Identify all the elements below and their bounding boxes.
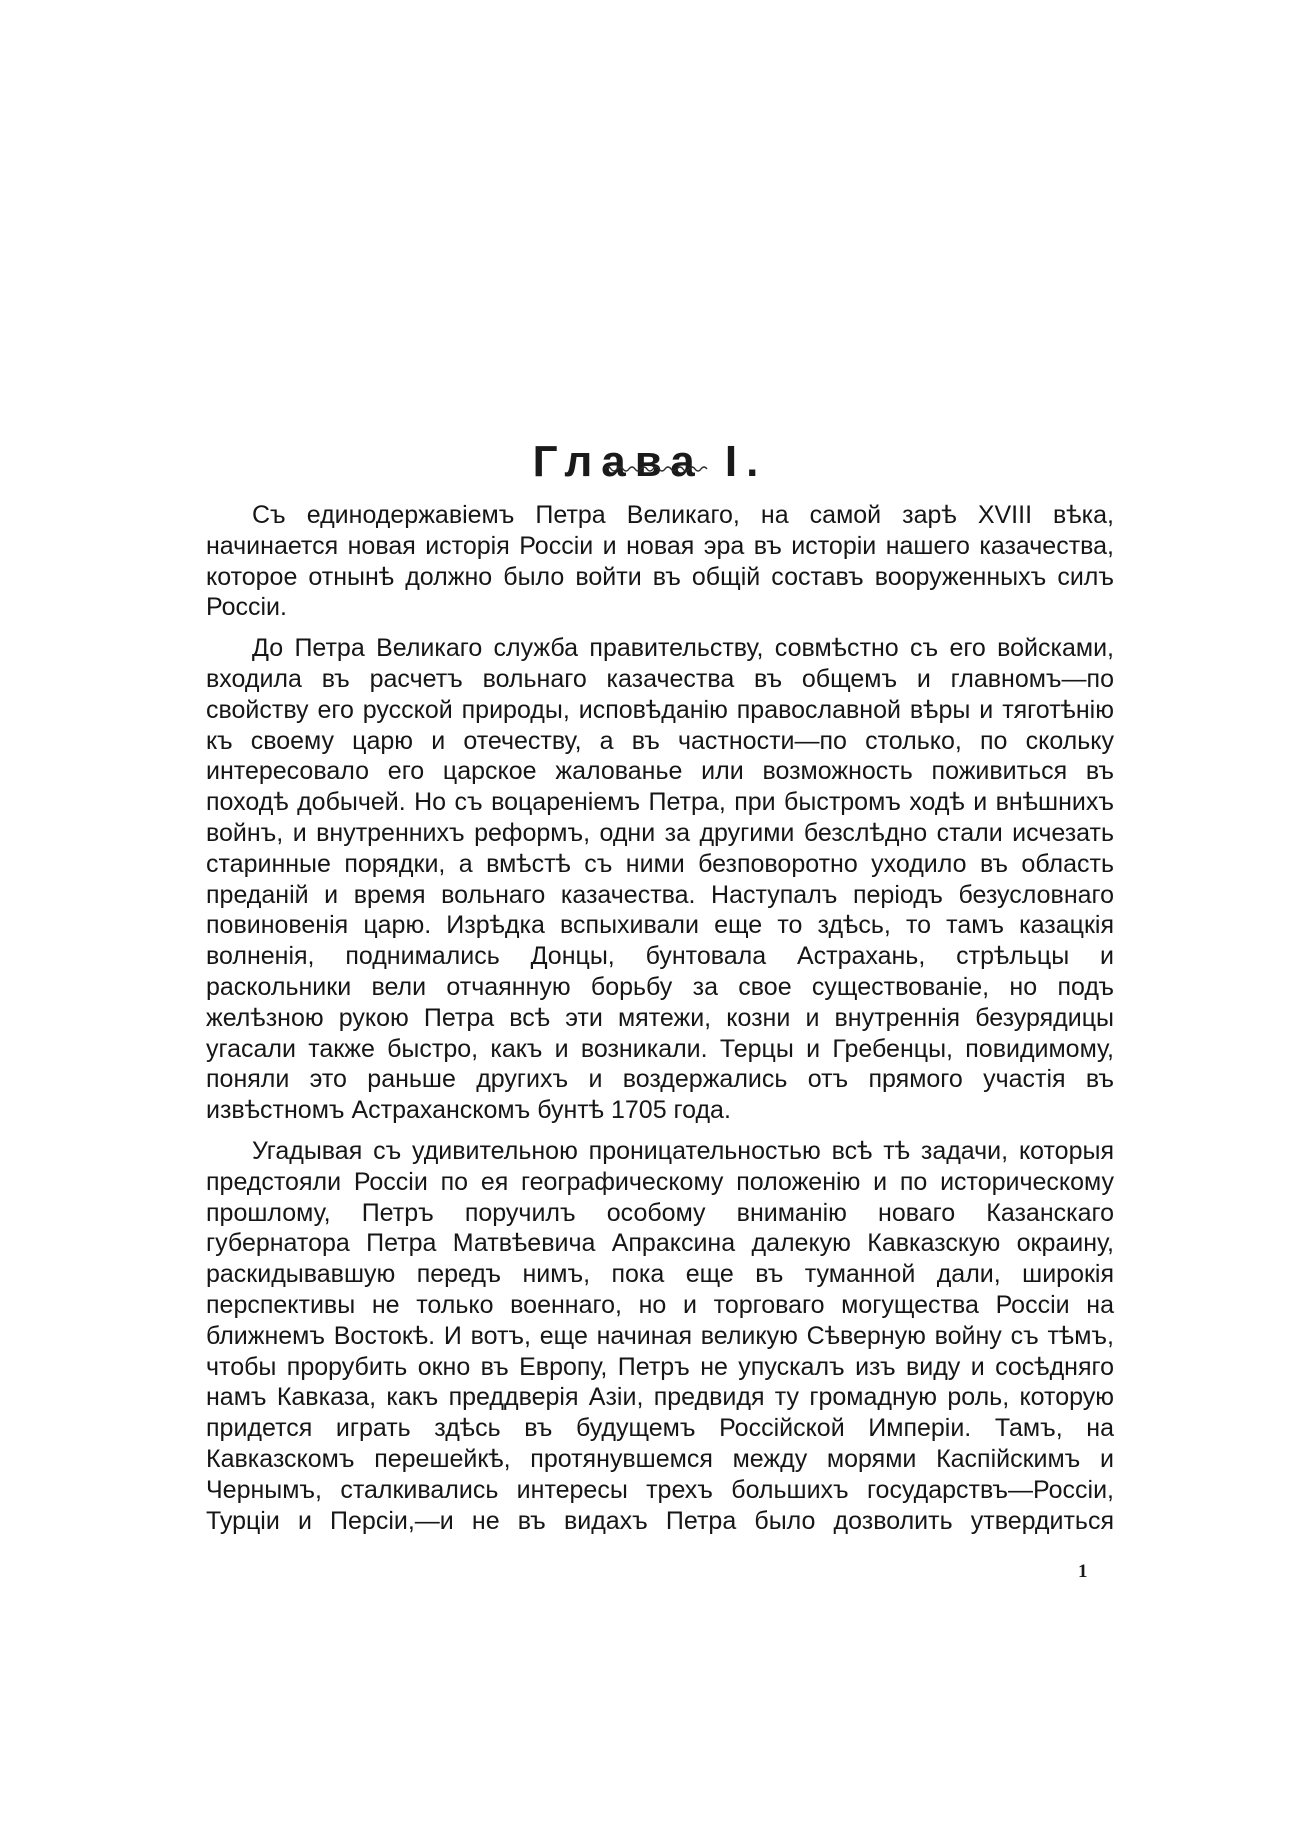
paragraph-3: Угадывая съ удивительною проницательностью всѣ тѣ задачи, которыя предстояли Россіи по ея географическому положенію и по историческому прошлому, Петръ поручилъ особому вниманію новаго Казанскаго губернатора Петра Матвѣевича Апраксина далекую Кавказскую окраину, раскидывавшую передъ нимъ, пока еще въ туманной дали, широкія перспективы не только военнаго, но и торговаго могущества Россіи на ближнемъ Востокѣ. И вотъ, еще начиная великую Сѣверную войну съ тѣмъ, чтобы прорубить окно въ Европу, Петръ не упускалъ изъ виду и сосѣдняго намъ Кавказа, какъ преддверія Азіи, предвидя ту громадную роль, которую придется играть здѣсь въ будущемъ Россійской Имперіи. Тамъ, на Кавказскомъ перешейкѣ, протянувшемся между морями Каспійскимъ и Чернымъ, сталкивались интересы трехъ большихъ государствъ—Россіи, Турціи и Персіи,—и не въ видахъ Петра было дозволить утвердиться [206,1136,1114,1535]
page-number: 1 [1078,1561,1088,1582]
chapter-title: Глава I. [532,437,768,487]
paragraph-2: До Петра Великаго служба правительству, совмѣстно съ его войсками, входила въ расчетъ вольнаго казачества въ общемъ и главномъ—по свойству его русской природы, исповѣданію православной вѣры и тяготѣнію къ своему царю и отечеству, а въ частности—по столько, по скольку интересовало его царское жалованье или возможность поживиться въ походѣ добычей. Но съ воцареніемъ Петра, при быстромъ ходѣ и внѣшнихъ войнъ, и внутреннихъ реформъ, одни за другими безслѣдно стали исчезать старинные порядки, а вмѣстѣ съ ними безповоротно уходило въ область преданій и время вольнаго казачества. Наступалъ періодъ безусловнаго повиновенія царю. Изрѣдка вспыхивали еще то здѣсь, то тамъ казацкія волненія, поднимались Донцы, бунтовала Астрахань, стрѣльцы и раскольники вели отчаянную борьбу за свое существованіе, но подъ желѣзною рукою Петра всѣ эти мятежи, козни и внутреннія безурядицы угасали также быстро, какъ и возникали. Терцы и Гребенцы, повидимому, поняли это раньше другихъ и воздержались отъ прямого участія въ извѣстномъ Астраханскомъ бунтѣ 1705 года. [206,634,1114,1125]
chapter-body [206,500,1114,1546]
title-ornament-wave [603,462,709,476]
paragraph-1: Съ единодержавіемъ Петра Великаго, на самой зарѣ XVIII вѣка, начинается новая исторія Россіи и новая эра въ исторіи нашего казачества, которое отнынѣ должно было войти въ общій составъ вооруженныхъ силъ Россіи. [206,501,1114,622]
